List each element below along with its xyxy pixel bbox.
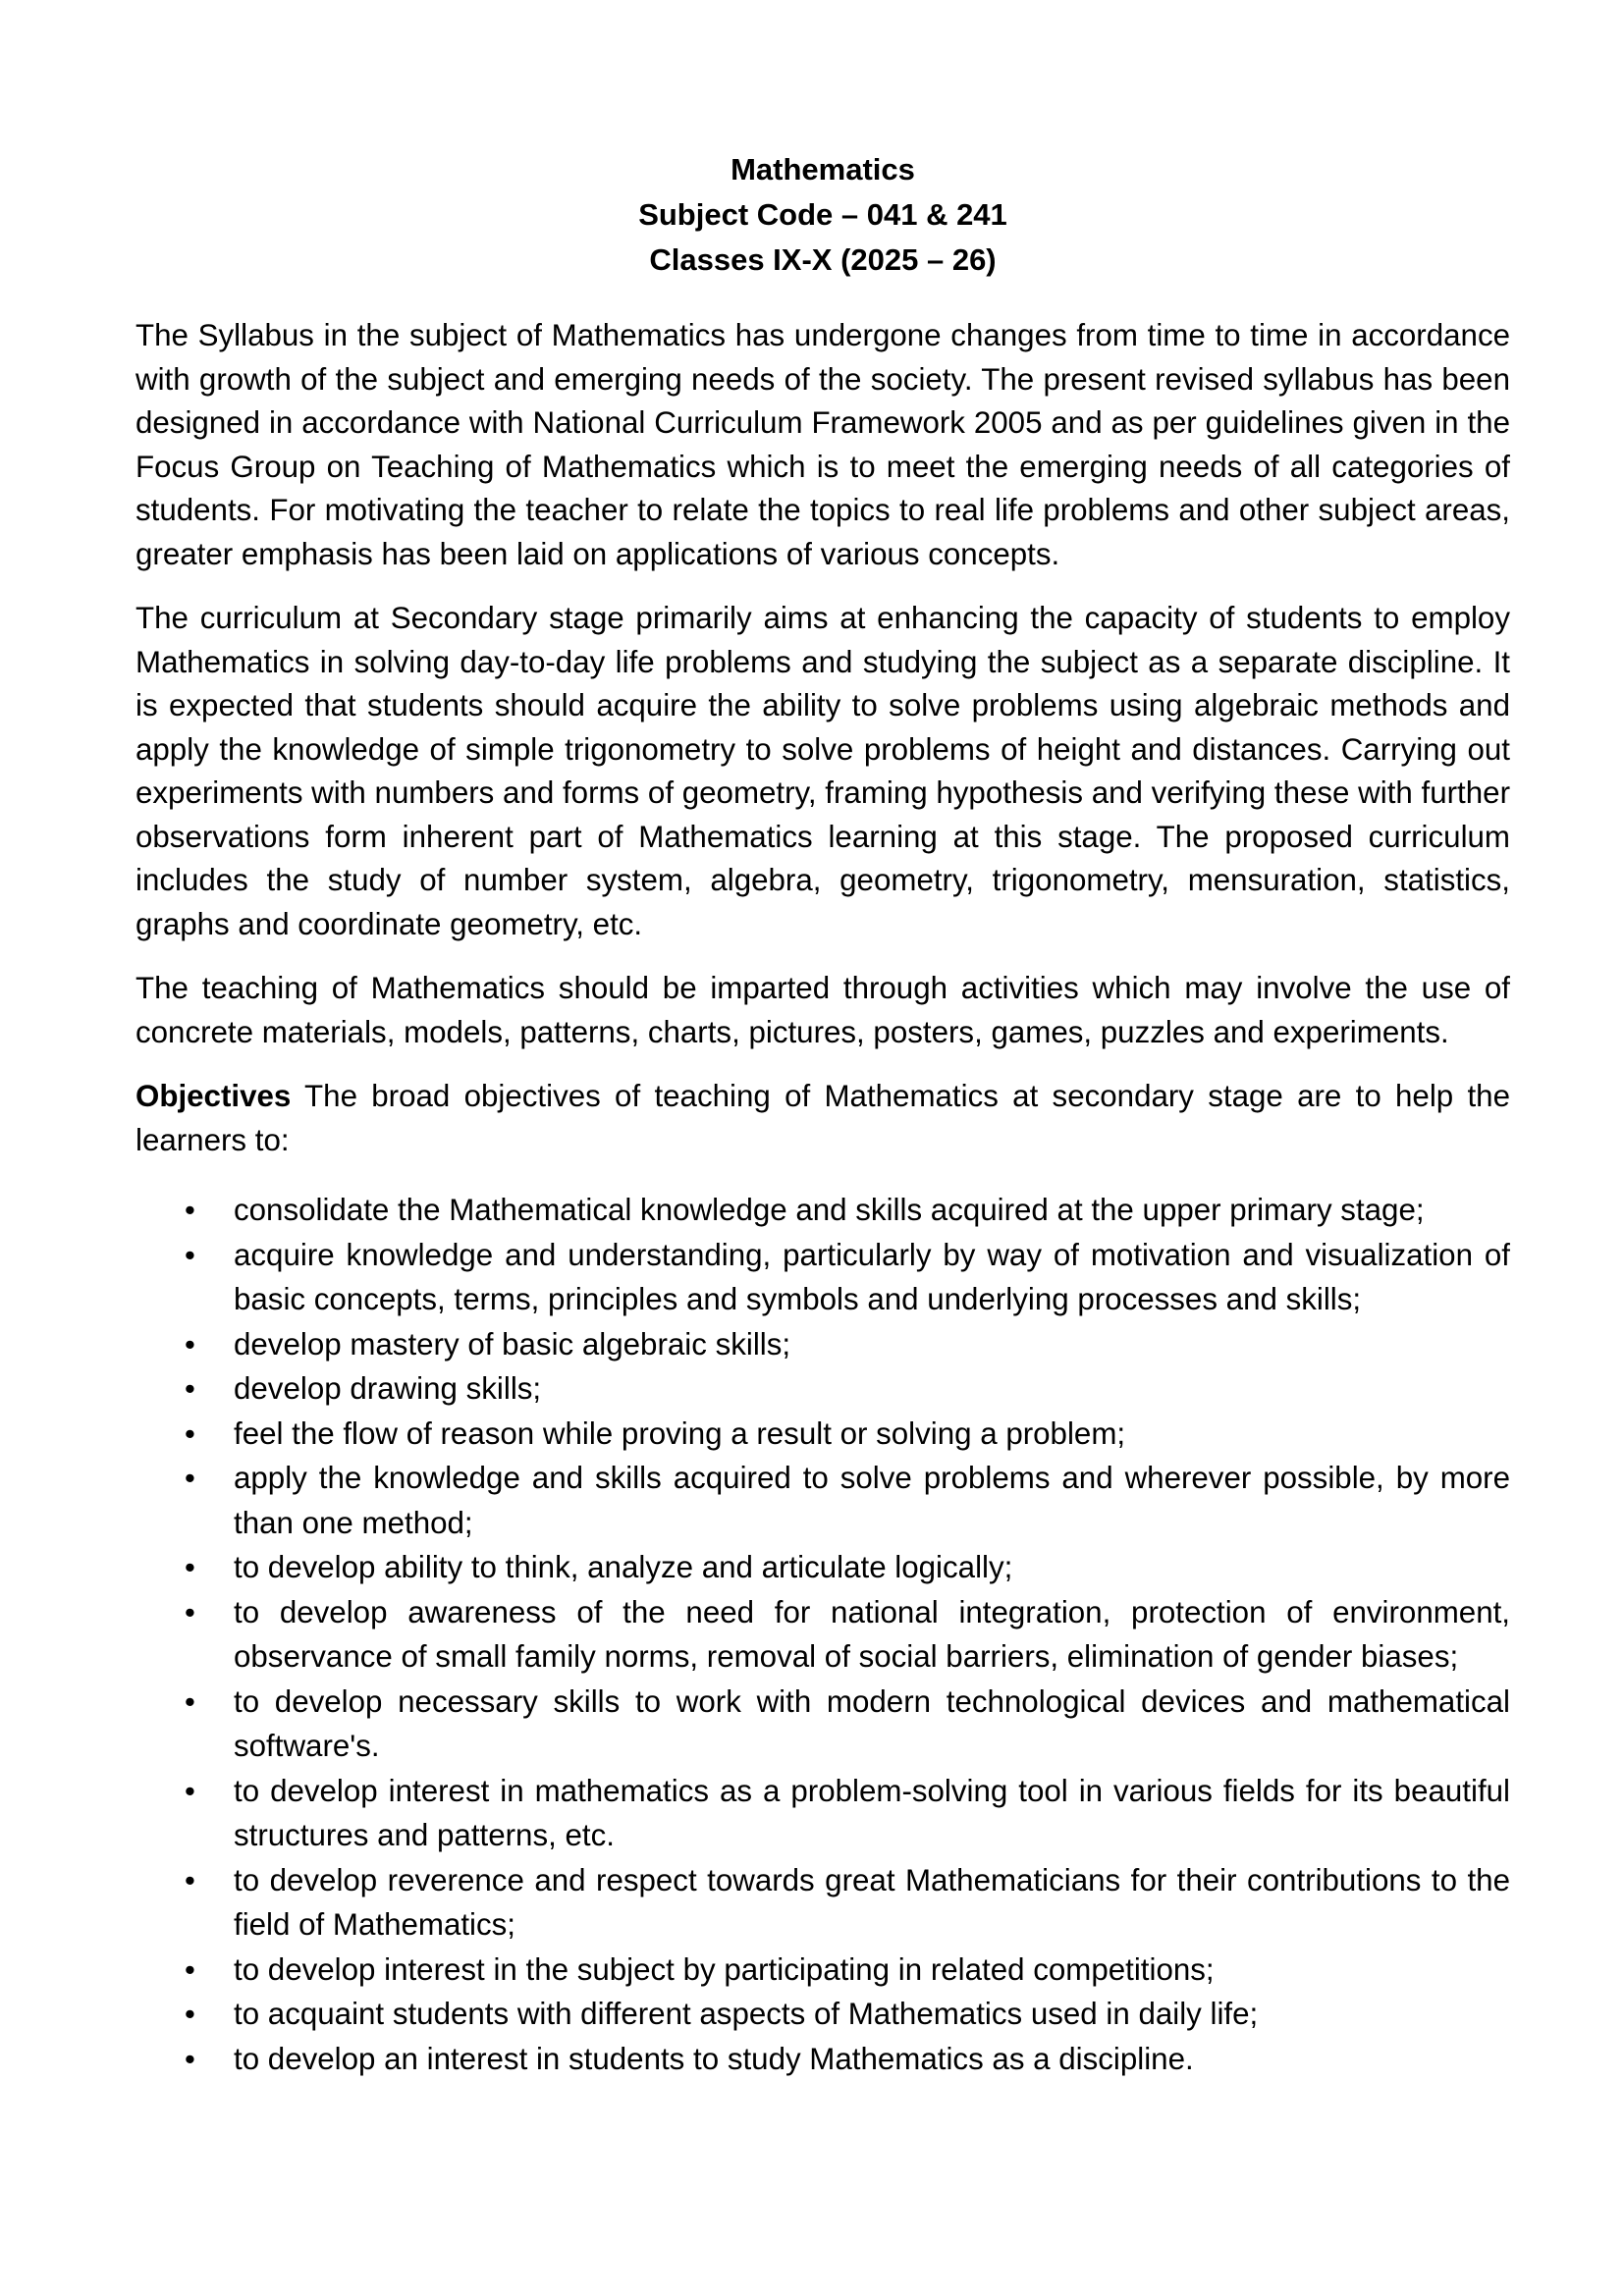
objectives-paragraph — [135, 1075, 1510, 1162]
document-title: Mathematics — [731, 152, 915, 187]
objective-item: • develop drawing skills; — [135, 1366, 1510, 1412]
objectives-intro: The broad objectives of teaching of Mathematics at secondary stage are to help the learners to: — [135, 1079, 1510, 1157]
objective-item: • to acquaint students with different aspects of Mathematics used in daily life; — [135, 1992, 1510, 2037]
objective-item: • feel the flow of reason while proving a result or solving a problem; — [135, 1412, 1510, 1457]
classes-session: Classes IX-X (2025 – 26) — [649, 242, 997, 277]
objective-item: • to develop interest in the subject by participating in related competitions; — [135, 1948, 1510, 1993]
objectives-label: Objectives — [135, 1079, 292, 1113]
teaching-paragraph: The teaching of Mathematics should be imparted through activities which may involve the use of concrete materials, models, patterns, charts, pictures, posters, games, puzzles and experiments. — [135, 971, 1510, 1049]
objective-item: • to develop awareness of the need for national integration, protection of environment, observance of small family norms, removal of social barriers, elimination of gender biases; — [135, 1590, 1510, 1680]
objectives-list — [135, 1188, 1510, 2081]
objective-item: • consolidate the Mathematical knowledge and skills acquired at the upper primary stage; — [135, 1188, 1510, 1233]
objective-item: • to develop reverence and respect towards great Mathematicians for their contributions to the field of Mathematics; — [135, 1858, 1510, 1948]
objective-item: • to develop ability to think, analyze and articulate logically; — [135, 1545, 1510, 1590]
objective-item: • acquire knowledge and understanding, particularly by way of motivation and visualization of basic concepts, terms, principles and symbols and underlying processes and skills; — [135, 1233, 1510, 1322]
curriculum-paragraph: The curriculum at Secondary stage primarily aims at enhancing the capacity of students to employ Mathematics in solving day-to-day life problems and studying the subject as a separate discipline. It is expected that students should acquire the ability to solve problems using algebraic methods and apply the knowledge of simple trigonometry to solve problems of height and distances. Carrying out experiments with numbers and forms of geometry, framing hypothesis and verifying these with further observations form inherent part of Mathematics learning at this stage. The proposed curriculum includes the study of number system, algebra, geometry, trigonometry, mensuration, statistics, graphs and coordinate geometry, etc. — [135, 601, 1510, 941]
document-page — [135, 147, 1510, 2081]
objective-item: • apply the knowledge and skills acquired to solve problems and wherever possible, by more than one method; — [135, 1456, 1510, 1545]
document-header — [135, 147, 1510, 283]
objective-item: • to develop interest in mathematics as a problem-solving tool in various fields for its beautiful structures and patterns, etc. — [135, 1769, 1510, 1858]
objective-item: • to develop an interest in students to study Mathematics as a discipline. — [135, 2037, 1510, 2082]
objective-item: • to develop necessary skills to work with modern technological devices and mathematical software's. — [135, 1680, 1510, 1769]
intro-paragraph: The Syllabus in the subject of Mathematics has undergone changes from time to time in accordance with growth of the subject and emerging needs of the society. The present revised syllabus has been designed in accordance with National Curriculum Framework 2005 and as per guidelines given in the Focus Group on Teaching of Mathematics which is to meet the emerging needs of all categories of students. For motivating the teacher to relate the topics to real life problems and other subject areas, greater emphasis has been laid on applications of various concepts. — [135, 318, 1510, 571]
subject-code: Subject Code – 041 & 241 — [638, 197, 1007, 232]
objective-item: • develop mastery of basic algebraic skills; — [135, 1322, 1510, 1367]
